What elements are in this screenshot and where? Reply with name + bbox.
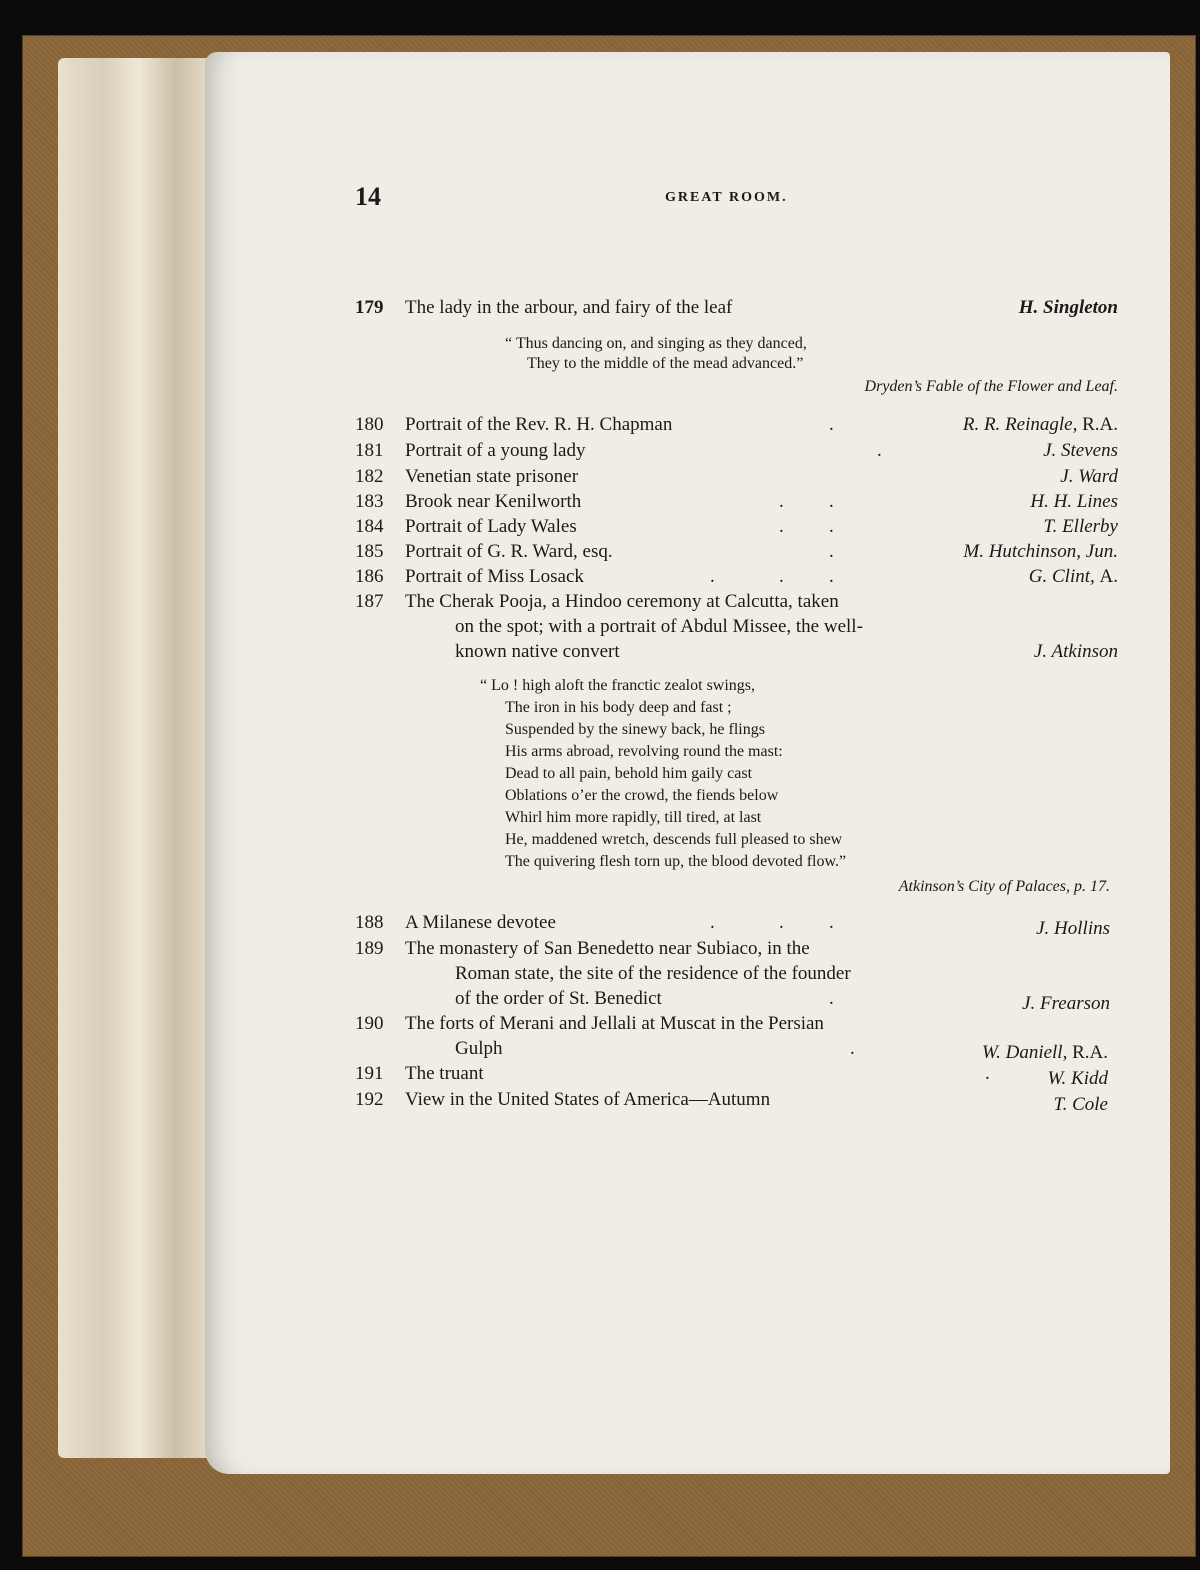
entry-183-number: 183 <box>355 491 384 512</box>
entry-184-number: 184 <box>355 516 384 537</box>
entry-192-artist: T. Cole <box>1053 1094 1108 1115</box>
entry-187-title-line: on the spot; with a portrait of Abdul Missee, the well- <box>455 616 863 637</box>
leader-dots: . <box>877 440 920 461</box>
running-head: GREAT ROOM. <box>665 190 788 205</box>
leader-dots: . <box>829 912 872 933</box>
leader-dots: . <box>779 566 822 587</box>
entry-183-artist: H. H. Lines <box>1030 491 1118 512</box>
leader-dots: . <box>710 566 753 587</box>
entry-190-artist: W. Daniell, R.A. <box>982 1042 1108 1063</box>
entry-186-number: 186 <box>355 566 384 587</box>
entry-186-title: Portrait of Miss Losack <box>405 566 584 587</box>
entry-181-title: Portrait of a young lady <box>405 440 586 461</box>
entry-179-title: The lady in the arbour, and fairy of the leaf <box>405 297 733 318</box>
catalogue-page <box>205 52 1170 1474</box>
entry-185-title: Portrait of G. R. Ward, esq. <box>405 541 613 562</box>
quote-179-line: “ Thus dancing on, and singing as they danced, <box>505 335 807 352</box>
quote-187-line: His arms abroad, revolving round the mast: <box>505 743 783 760</box>
entry-191-title: The truant <box>405 1063 484 1084</box>
entry-181-artist: J. Stevens <box>1043 440 1118 461</box>
entry-189-artist: J. Frearson <box>1022 993 1110 1014</box>
leader-dots: . <box>829 414 872 435</box>
entry-189-number: 189 <box>355 938 384 959</box>
quote-187-source: Atkinson’s City of Palaces, p. 17. <box>898 878 1110 895</box>
entry-190-title-line: Gulph <box>455 1038 503 1059</box>
entry-180-title: Portrait of the Rev. R. H. Chapman <box>405 414 673 435</box>
entry-187-title-line: The Cherak Pooja, a Hindoo ceremony at Calcutta, taken <box>405 591 839 612</box>
leader-dots: . <box>829 491 872 512</box>
leader-dots: . <box>779 516 822 537</box>
leader-dots: . <box>710 912 753 933</box>
entry-189-title-line: Roman state, the site of the residence of the founder <box>455 963 851 984</box>
leader-dots: . <box>829 541 872 562</box>
entry-186-artist: G. Clint, A. <box>1028 566 1118 587</box>
entry-185-artist: M. Hutchinson, Jun. <box>963 541 1118 562</box>
quote-187-line: The quivering flesh torn up, the blood devoted flow.” <box>505 853 847 870</box>
entry-188-title: A Milanese devotee <box>405 912 556 933</box>
entry-187-number: 187 <box>355 591 384 612</box>
entry-191-artist: W. Kidd <box>1047 1068 1108 1089</box>
quote-187-line: Oblations o’er the crowd, the fiends below <box>505 787 779 804</box>
entry-182-number: 182 <box>355 466 384 487</box>
leader-dots: . <box>829 566 872 587</box>
entry-188-artist: J. Hollins <box>1036 918 1110 939</box>
entry-180-number: 180 <box>355 414 384 435</box>
entry-182-title: Venetian state prisoner <box>405 466 579 487</box>
leader-dots: . <box>850 1038 893 1059</box>
entry-192-title: View in the United States of America—Autumn <box>405 1089 771 1110</box>
entry-189-title-line: of the order of St. Benedict <box>455 988 662 1009</box>
entry-181-number: 181 <box>355 440 384 461</box>
quote-187-line: Suspended by the sinewy back, he flings <box>505 721 765 738</box>
entry-180-artist: R. R. Reinagle, R.A. <box>962 414 1118 435</box>
leader-dots: . <box>829 516 872 537</box>
entry-179-number: 179 <box>355 297 384 318</box>
quote-179-line: They to the middle of the mead advanced.” <box>527 355 804 372</box>
quote-187-line: The iron in his body deep and fast ; <box>505 699 732 716</box>
entry-184-artist: T. Ellerby <box>1043 516 1118 537</box>
leader-dots: . <box>779 491 822 512</box>
entry-188-number: 188 <box>355 912 384 933</box>
entry-183-title: Brook near Kenilworth <box>405 491 582 512</box>
entry-189-title-line: The monastery of San Benedetto near Subiaco, in the <box>405 938 810 959</box>
entry-190-number: 190 <box>355 1013 384 1034</box>
entry-184-title: Portrait of Lady Wales <box>405 516 577 537</box>
quote-187-line: Dead to all pain, behold him gaily cast <box>505 765 753 782</box>
page-number: 14 <box>355 182 381 211</box>
entry-187-artist: J. Atkinson <box>1033 641 1118 662</box>
leader-dots: . <box>829 988 872 1009</box>
entry-191-number: 191 <box>355 1063 384 1084</box>
leader-dots: . <box>779 912 822 933</box>
entry-187-title-line: known native convert <box>455 641 620 662</box>
quote-187-line: He, maddened wretch, descends full pleased to shew <box>505 831 843 848</box>
entry-185-number: 185 <box>355 541 384 562</box>
entry-190-title-line: The forts of Merani and Jellali at Muscat in the Persian <box>405 1013 824 1034</box>
quote-187-line: Whirl him more rapidly, till tired, at last <box>505 809 762 826</box>
entry-182-artist: J. Ward <box>1060 466 1118 487</box>
quote-179-source: Dryden’s Fable of the Flower and Leaf. <box>864 378 1118 395</box>
entry-192-number: 192 <box>355 1089 384 1110</box>
quote-187-line: “ Lo ! high aloft the franctic zealot swings, <box>480 677 756 694</box>
entry-179-artist: H. Singleton <box>1018 297 1118 318</box>
leader-dots: . <box>985 1063 1028 1084</box>
